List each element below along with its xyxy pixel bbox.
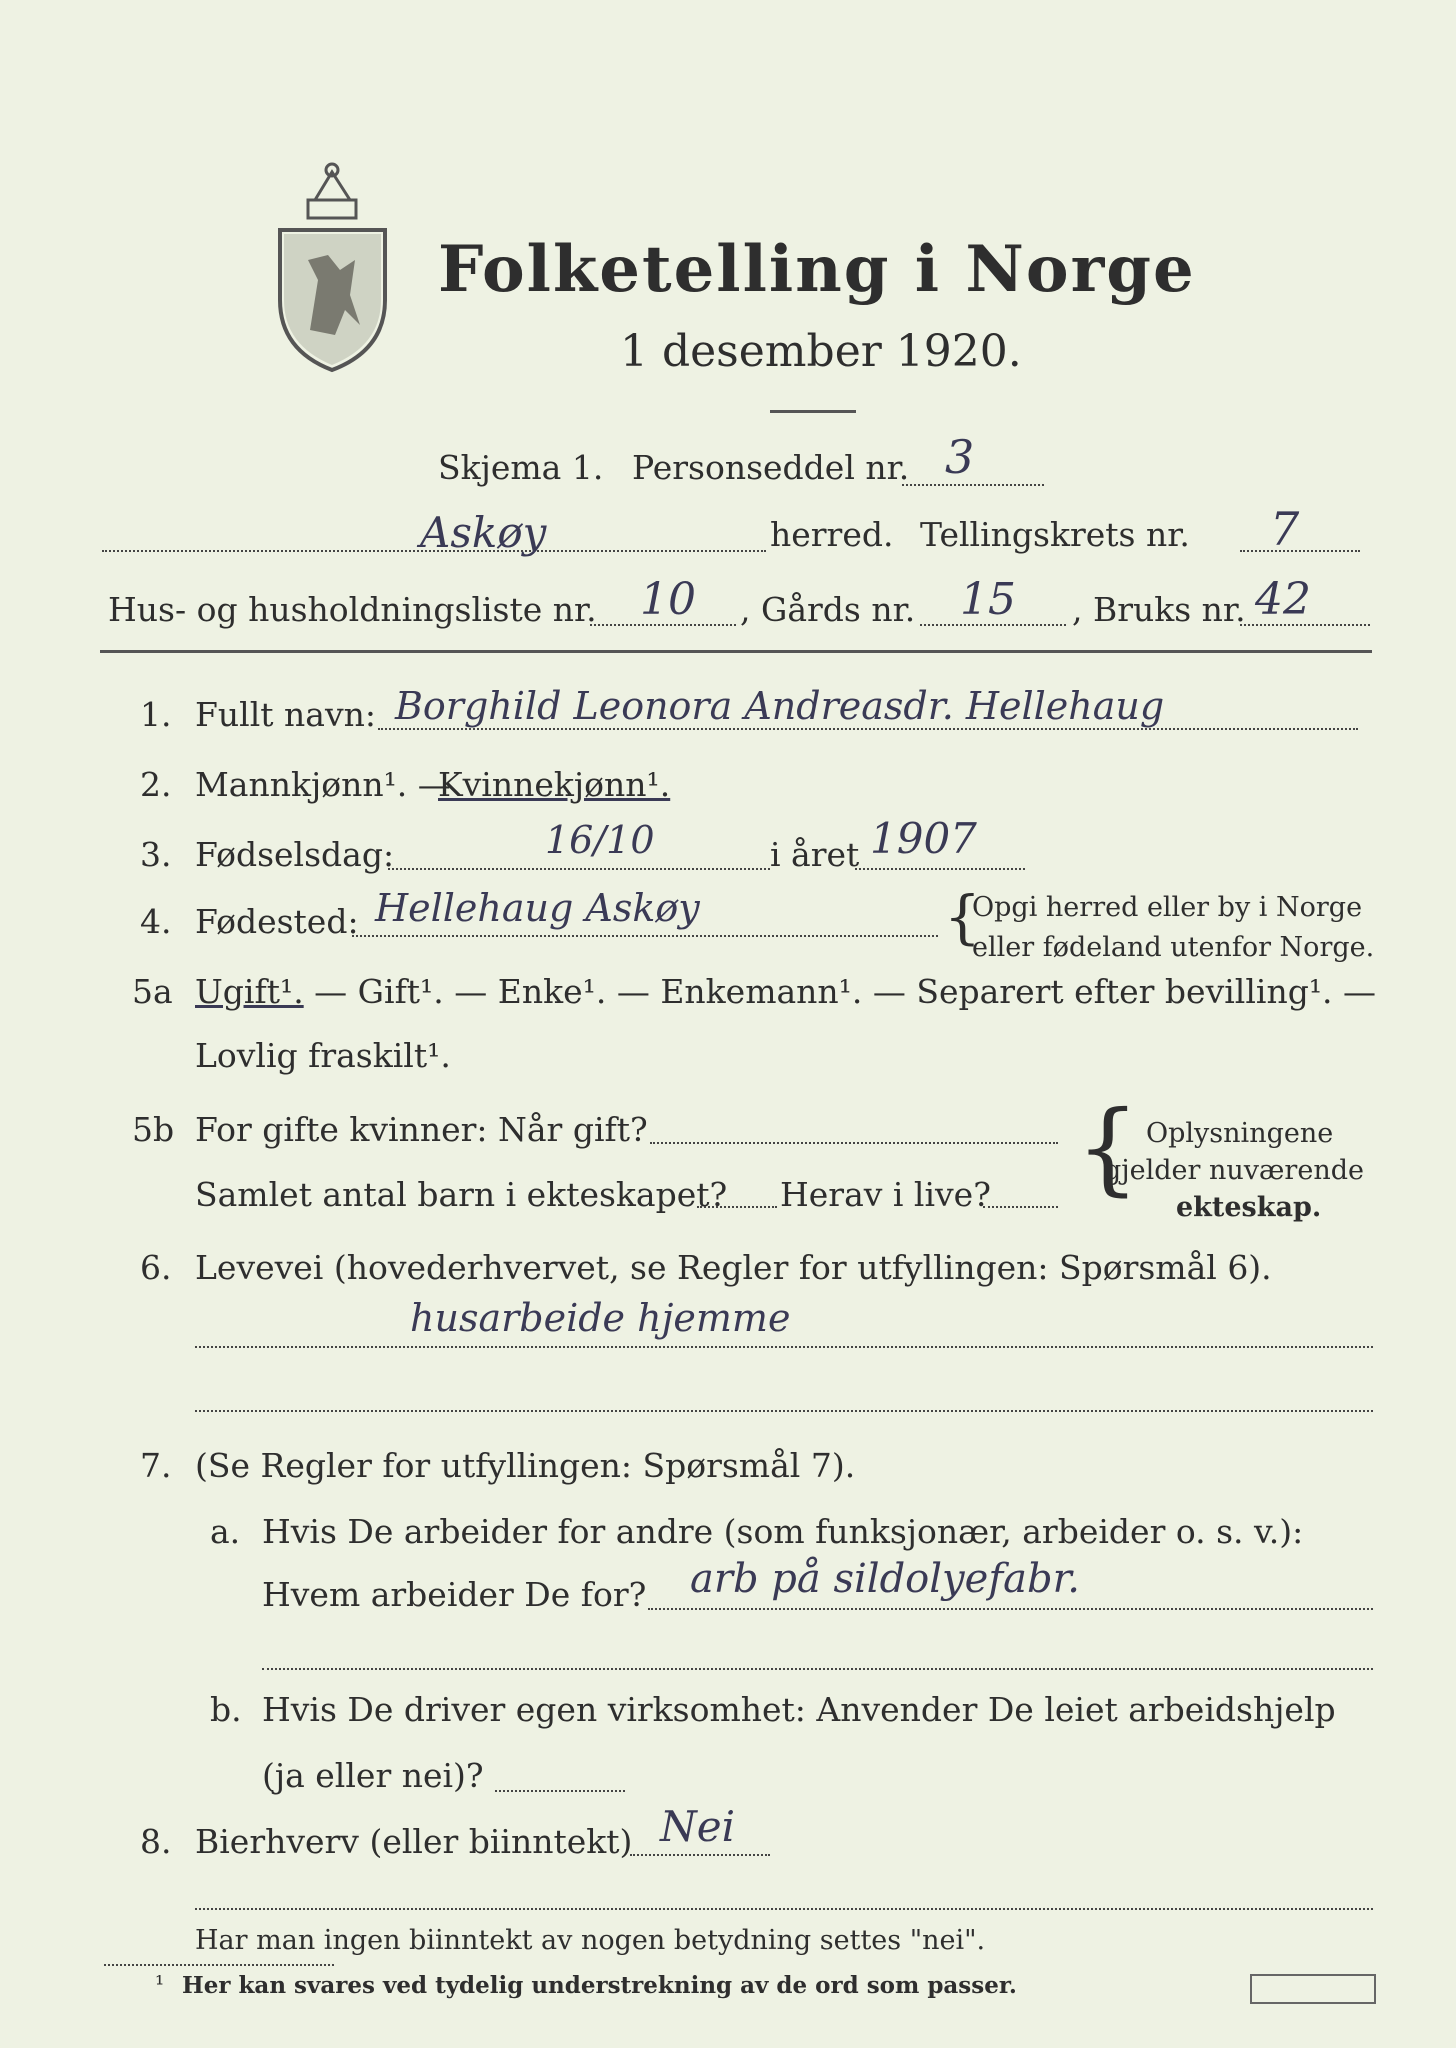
q4-note-2: eller fødeland utenfor Norge.: [972, 932, 1375, 963]
herred-label: herred.: [770, 515, 894, 554]
q2-male: Mannkjønn¹. —: [195, 765, 451, 804]
q8-line: [630, 1854, 770, 1856]
q3-number: 3.: [140, 835, 172, 874]
q6-line-1: [195, 1346, 1373, 1348]
q1-number: 1.: [140, 695, 172, 734]
q8-line-2: [195, 1908, 1373, 1910]
q6-label: Levevei (hovederhvervet, se Regler for utfyllingen: Spørsmål 6).: [195, 1248, 1272, 1287]
q7-label: (Se Regler for utfyllingen: Spørsmål 7).: [195, 1446, 856, 1485]
q3-year-value: 1907: [870, 814, 977, 863]
q7b-line: [495, 1790, 625, 1792]
q6-value: husarbeide hjemme: [410, 1296, 791, 1340]
page-title: Folketelling i Norge: [438, 232, 1196, 307]
q5b-number: 5b: [132, 1110, 175, 1149]
personseddel-value: 3: [945, 430, 975, 484]
census-date: 1 desember 1920.: [620, 326, 1022, 377]
q3-year-label: i året: [770, 835, 860, 874]
q1-label: Fullt navn:: [195, 695, 376, 734]
q4-line: [352, 935, 938, 937]
printer-stamp: [1250, 1974, 1376, 2004]
q4-note-1: Opgi herred eller by i Norge: [972, 892, 1363, 923]
q5b-alive-line: [983, 1206, 1058, 1208]
note-text: Har man ingen biinntekt av nogen betydning settes "nei".: [195, 1925, 986, 1956]
bruks-label: , Bruks nr.: [1072, 590, 1246, 629]
footnote-marker: ¹: [155, 1972, 165, 1998]
gards-value: 15: [960, 574, 1016, 625]
q7b-label-2: (ja eller nei)?: [262, 1756, 484, 1795]
q5b-children-line: [697, 1206, 777, 1208]
q4-value: Hellehaug Askøy: [375, 886, 700, 930]
footnote-text: Her kan svares ved tydelig understrekning av de ord som passer.: [182, 1972, 1017, 1999]
husliste-value: 10: [640, 574, 696, 625]
q4-label: Fødested:: [195, 902, 359, 941]
herred-value: Askøy: [420, 508, 547, 557]
q5b-note-2: gjelder nuværende: [1104, 1155, 1364, 1186]
q7-number: 7.: [140, 1446, 172, 1485]
q5a-line1: [195, 972, 1376, 1011]
q5b-brace: {: [1076, 1089, 1140, 1206]
q5b-note-3: ekteskap.: [1176, 1192, 1322, 1223]
personseddel-label: Personseddel nr.: [632, 448, 910, 487]
q5b-label-3: Herav i live?: [780, 1175, 991, 1214]
q5b-note-1: Oplysningene: [1146, 1118, 1334, 1149]
title-divider: [770, 410, 856, 413]
q7a-label-2: Hvem arbeider De for?: [262, 1575, 647, 1614]
footnote-divider: [104, 1964, 334, 1966]
q7a-label: Hvis De arbeider for andre (som funksjonær, arbeider o. s. v.):: [262, 1512, 1304, 1551]
q5a-number: 5a: [132, 972, 173, 1011]
q3-year-line: [855, 868, 1025, 870]
q3-label: Fødselsdag:: [195, 835, 395, 874]
q8-value: Nei: [660, 1802, 736, 1851]
q5b-label-1: For gifte kvinner: Når gift?: [195, 1110, 648, 1149]
tellingskrets-label: Tellingskrets nr.: [920, 515, 1190, 554]
q1-line: [378, 728, 1358, 730]
q8-label: Bierhverv (eller biinntekt): [195, 1822, 633, 1861]
husliste-label: Hus- og husholdningsliste nr.: [108, 590, 597, 629]
gards-label: , Gårds nr.: [740, 590, 916, 629]
q5a-ugift: Ugift¹.: [195, 972, 304, 1011]
q5b-married-line: [650, 1142, 1058, 1144]
q4-brace: {: [944, 883, 981, 951]
q5b-label-2: Samlet antal barn i ekteskapet?: [195, 1175, 728, 1214]
q7a-value: arb på sildolyefabr.: [690, 1556, 1081, 1602]
personseddel-line: [902, 484, 1044, 486]
q2-number: 2.: [140, 765, 172, 804]
tellingskrets-line: [1240, 550, 1360, 552]
coat-of-arms-icon: [270, 160, 395, 375]
q6-line-2: [195, 1410, 1373, 1412]
q3-value: 16/10: [545, 818, 655, 862]
q7a-line: [648, 1608, 1373, 1610]
bruks-value: 42: [1255, 574, 1311, 625]
q2-female: Kvinnekjønn¹.: [438, 765, 671, 804]
q4-number: 4.: [140, 902, 172, 941]
q7b-number: b.: [210, 1690, 242, 1729]
skjema-label: Skjema 1.: [438, 448, 604, 487]
tellingskrets-value: 7: [1270, 502, 1300, 556]
q7b-label: Hvis De driver egen virksomhet: Anvender De leiet arbeidshjelp: [262, 1690, 1336, 1729]
q6-number: 6.: [140, 1248, 172, 1287]
q5a-line2: Lovlig fraskilt¹.: [195, 1036, 451, 1075]
header-divider: [100, 650, 1372, 653]
q7a-line-2: [262, 1668, 1373, 1670]
q5a-options: — Gift¹. — Enke¹. — Enkemann¹. — Separert efter bevilling¹. —: [303, 972, 1377, 1011]
q7a-number: a.: [210, 1512, 241, 1551]
q8-number: 8.: [140, 1822, 172, 1861]
q3-line: [388, 868, 770, 870]
q1-value: Borghild Leonora Andreasdr. Hellehaug: [395, 684, 1165, 728]
